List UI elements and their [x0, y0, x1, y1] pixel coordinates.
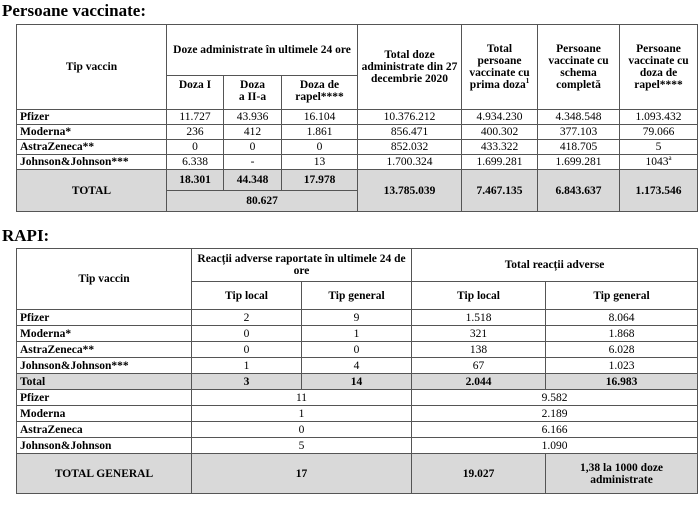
cell-value: 19.027: [412, 454, 546, 494]
cell-value: 1.023: [546, 358, 698, 374]
vaccine-name: Moderna*: [17, 326, 192, 342]
sum-row: [17, 406, 698, 422]
cell-value: 16.983: [546, 374, 698, 390]
col-header-reactions-24h: Reacții adverse raportate în ultimele 24 de ore: [192, 249, 412, 282]
table-row: [17, 110, 698, 125]
cell-value: 11.727: [167, 110, 224, 125]
cell-value: 9.582: [412, 390, 698, 406]
cell-value: 14: [302, 374, 412, 390]
vaccine-name: Pfizer: [17, 110, 167, 125]
cell-value: 6.166: [412, 422, 698, 438]
grand-total-row: [17, 454, 698, 494]
cell-value: 43.936: [224, 110, 282, 125]
vaccine-name: AstraZeneca**: [17, 140, 167, 155]
total-label: TOTAL: [17, 170, 167, 212]
col-header-doses-24h: Doze administrate în ultimele 24 ore: [167, 25, 358, 76]
col-header-total-doses: Total doze administrate din 27 decembrie 2020: [358, 25, 462, 110]
cell-value: 44.348: [224, 170, 282, 191]
cell-value: 1.861: [282, 125, 358, 140]
cell-value: 4.348.548: [538, 110, 620, 125]
col-header-first-dose: Total persoane vaccinate cu prima doza$^1$: [462, 25, 538, 110]
cell-value: 16.104: [282, 110, 358, 125]
section-title-rapi: RAPI:: [2, 226, 50, 245]
cell-value: 1.093.432: [620, 110, 698, 125]
col-header-general-total: Tip general: [546, 282, 698, 310]
section-title-vaccinated: Persoane vaccinate:: [2, 1, 146, 20]
vaccine-name: Pfizer: [17, 390, 192, 406]
cell-value: 412: [224, 125, 282, 140]
cell-value: 0: [302, 342, 412, 358]
cell-value: 0: [192, 342, 302, 358]
cell-value: 9: [302, 310, 412, 326]
cell-value: 7.467.135: [462, 170, 538, 212]
vaccine-name: Johnson&Johnson***: [17, 358, 192, 374]
cell-value: 17.978: [282, 170, 358, 191]
cell-value: 5: [192, 438, 412, 454]
vaccine-name: AstraZeneca: [17, 422, 192, 438]
cell-value: 0: [282, 140, 358, 155]
table-row: [17, 358, 698, 374]
cell-value: 856.471: [358, 125, 462, 140]
cell-value: 2: [192, 310, 302, 326]
col-header-general-24h: Tip general: [302, 282, 412, 310]
cell-value: 1: [192, 406, 412, 422]
cell-value: 67: [412, 358, 546, 374]
cell-value: 1: [302, 326, 412, 342]
sum-row: [17, 422, 698, 438]
cell-value: 1043$^a$: [620, 155, 698, 170]
col-header-booster-persons: Persoane vaccinate cu doza de rapel****: [620, 25, 698, 110]
cell-value: 0: [224, 140, 282, 155]
cell-value: 13: [282, 155, 358, 170]
cell-value: 1.700.324: [358, 155, 462, 170]
cell-value: 11: [192, 390, 412, 406]
cell-value: 1: [192, 358, 302, 374]
table-row: [17, 326, 698, 342]
col-header-vaccine-type: Tip vaccin: [17, 249, 192, 310]
cell-value: 1.518: [412, 310, 546, 326]
cell-value: 5: [620, 140, 698, 155]
total-label: Total: [17, 374, 192, 390]
vaccine-name: Moderna: [17, 406, 192, 422]
total-row: [17, 170, 698, 191]
cell-value: 79.066: [620, 125, 698, 140]
cell-value: 1.699.281: [538, 155, 620, 170]
cell-value: 400.302: [462, 125, 538, 140]
col-header-local-24h: Tip local: [192, 282, 302, 310]
table-row: [17, 140, 698, 155]
col-header-dose1: Doza I: [167, 76, 224, 110]
cell-value: 13.785.039: [358, 170, 462, 212]
cell-value: 0: [192, 326, 302, 342]
cell-value: 433.322: [462, 140, 538, 155]
cell-value: 10.376.212: [358, 110, 462, 125]
col-header-total-reactions: Total reacții adverse: [412, 249, 698, 282]
cell-value: 1.090: [412, 438, 698, 454]
cell-value: -: [224, 155, 282, 170]
col-header-dose2: Doza a II-a: [224, 76, 282, 110]
vaccine-name: Johnson&Johnson: [17, 438, 192, 454]
cell-value: 6.843.637: [538, 170, 620, 212]
reaction-rate: 1,38 la 1000 doze administrate: [546, 454, 698, 494]
cell-value: 138: [412, 342, 546, 358]
total-row: [17, 374, 698, 390]
table-row: [17, 342, 698, 358]
cell-value: 852.032: [358, 140, 462, 155]
cell-value: 321: [412, 326, 546, 342]
sum-row: [17, 390, 698, 406]
cell-value: 4.934.230: [462, 110, 538, 125]
cell-value: 4: [302, 358, 412, 374]
cell-value: 6.338: [167, 155, 224, 170]
cell-value: 18.301: [167, 170, 224, 191]
vaccine-name: Moderna*: [17, 125, 167, 140]
col-header-local-total: Tip local: [412, 282, 546, 310]
col-header-vaccine-type: Tip vaccin: [17, 25, 167, 110]
cell-value: 17: [192, 454, 412, 494]
vaccine-name: AstraZeneca**: [17, 342, 192, 358]
cell-value: 418.705: [538, 140, 620, 155]
cell-value: 8.064: [546, 310, 698, 326]
cell-value: 1.868: [546, 326, 698, 342]
cell-value: 6.028: [546, 342, 698, 358]
cell-value: 0: [192, 422, 412, 438]
table-row: [17, 155, 698, 170]
cell-value: 2.044: [412, 374, 546, 390]
cell-value: 236: [167, 125, 224, 140]
cell-value: 2.189: [412, 406, 698, 422]
vaccine-name: Pfizer: [17, 310, 192, 326]
adverse-reactions-table: [16, 248, 698, 494]
cell-value: 0: [167, 140, 224, 155]
sum-row: [17, 438, 698, 454]
table-row: [17, 125, 698, 140]
col-header-booster: Doza de rapel****: [282, 76, 358, 110]
grand-total-label: TOTAL GENERAL: [17, 454, 192, 494]
cell-value: 1.173.546: [620, 170, 698, 212]
vaccinated-table: [16, 24, 698, 212]
cell-value: 377.103: [538, 125, 620, 140]
cell-value: 3: [192, 374, 302, 390]
cell-value: 1.699.281: [462, 155, 538, 170]
vaccine-name: Johnson&Johnson***: [17, 155, 167, 170]
doses-24h-sum: 80.627: [167, 191, 358, 212]
table-row: [17, 310, 698, 326]
col-header-complete-scheme: Persoane vaccinate cu schema completă: [538, 25, 620, 110]
